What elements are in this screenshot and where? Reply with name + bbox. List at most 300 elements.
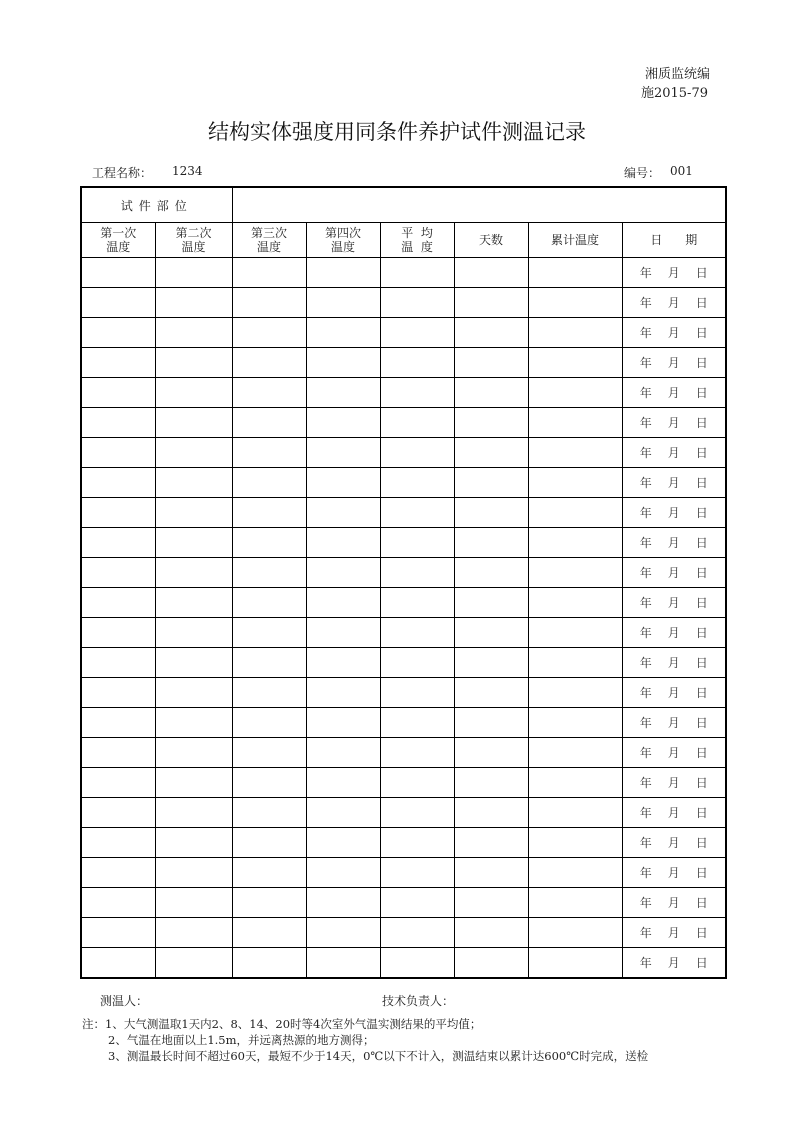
date-year-label: 年 — [639, 446, 652, 460]
data-cell[interactable] — [528, 738, 622, 768]
data-cell[interactable] — [81, 648, 155, 678]
date-cell[interactable] — [622, 528, 726, 558]
data-cell[interactable] — [380, 708, 454, 738]
date-year-label: 年 — [639, 566, 652, 580]
date-cell[interactable] — [622, 708, 726, 738]
data-cell[interactable] — [232, 708, 306, 738]
data-cell[interactable] — [81, 438, 155, 468]
data-cell[interactable] — [380, 408, 454, 438]
table-row — [81, 348, 726, 378]
technical-lead-label: 技术负责人： — [382, 994, 455, 1008]
date-cell[interactable] — [622, 288, 726, 318]
date-cell[interactable] — [622, 948, 726, 979]
data-cell[interactable] — [380, 858, 454, 888]
data-cell[interactable] — [232, 558, 306, 588]
data-cell[interactable] — [155, 798, 232, 828]
data-cell[interactable] — [232, 528, 306, 558]
data-cell[interactable] — [81, 378, 155, 408]
date-month-label: 月 — [667, 806, 680, 820]
data-cell[interactable] — [155, 528, 232, 558]
date-cell[interactable] — [622, 498, 726, 528]
data-cell[interactable] — [306, 918, 380, 948]
date-year-label: 年 — [639, 596, 652, 610]
data-cell[interactable] — [81, 708, 155, 738]
data-cell[interactable] — [454, 318, 528, 348]
date-month-label: 月 — [667, 836, 680, 850]
data-cell[interactable] — [380, 798, 454, 828]
date-day-label: 日 — [695, 776, 708, 790]
data-cell[interactable] — [528, 798, 622, 828]
date-day-label: 日 — [695, 746, 708, 760]
data-cell[interactable] — [306, 468, 380, 498]
date-cell[interactable] — [622, 318, 726, 348]
data-cell[interactable] — [306, 348, 380, 378]
data-cell[interactable] — [528, 498, 622, 528]
date-cell[interactable] — [622, 408, 726, 438]
date-year-label: 年 — [639, 956, 652, 970]
date-year-label: 年 — [639, 806, 652, 820]
table-row — [81, 438, 726, 468]
data-cell[interactable] — [81, 798, 155, 828]
data-cell[interactable] — [454, 738, 528, 768]
data-cell[interactable] — [232, 768, 306, 798]
date-year-label: 年 — [639, 266, 652, 280]
data-cell[interactable] — [454, 438, 528, 468]
table-row — [81, 618, 726, 648]
date-month-label: 月 — [667, 866, 680, 880]
date-day-label: 日 — [695, 626, 708, 640]
date-cell[interactable] — [622, 438, 726, 468]
data-cell[interactable] — [454, 648, 528, 678]
date-cell[interactable] — [622, 648, 726, 678]
date-month-label: 月 — [667, 356, 680, 370]
date-day-label: 日 — [695, 596, 708, 610]
data-cell[interactable] — [528, 708, 622, 738]
data-cell[interactable] — [232, 438, 306, 468]
data-cell[interactable] — [380, 828, 454, 858]
date-day-label: 日 — [695, 656, 708, 670]
data-cell[interactable] — [232, 408, 306, 438]
measurer-label: 测温人： — [100, 994, 149, 1008]
data-cell[interactable] — [306, 648, 380, 678]
data-cell[interactable] — [232, 798, 306, 828]
data-cell[interactable] — [155, 828, 232, 858]
data-cell[interactable] — [232, 288, 306, 318]
data-cell[interactable] — [380, 618, 454, 648]
data-cell[interactable] — [155, 708, 232, 738]
data-cell[interactable] — [306, 318, 380, 348]
date-cell[interactable] — [622, 678, 726, 708]
project-name-value: 1234 — [172, 164, 203, 178]
data-cell[interactable] — [528, 408, 622, 438]
data-cell[interactable] — [380, 468, 454, 498]
table-row — [81, 768, 726, 798]
data-cell[interactable] — [306, 888, 380, 918]
table-row — [81, 858, 726, 888]
data-cell[interactable] — [155, 618, 232, 648]
data-cell[interactable] — [454, 558, 528, 588]
column-header-8 — [622, 223, 726, 258]
data-cell[interactable] — [232, 348, 306, 378]
data-cell[interactable] — [454, 498, 528, 528]
date-cell[interactable] — [622, 348, 726, 378]
data-cell[interactable] — [454, 468, 528, 498]
data-cell[interactable] — [380, 948, 454, 979]
date-day-label: 日 — [695, 476, 708, 490]
date-cell[interactable] — [622, 258, 726, 288]
table-row — [81, 678, 726, 708]
date-month-label: 月 — [667, 746, 680, 760]
data-cell[interactable] — [528, 318, 622, 348]
date-day-label: 日 — [695, 296, 708, 310]
data-cell[interactable] — [306, 498, 380, 528]
data-cell[interactable] — [306, 558, 380, 588]
data-cell[interactable] — [454, 258, 528, 288]
data-cell[interactable] — [528, 678, 622, 708]
column-header-top: 平 均 — [401, 226, 433, 240]
data-cell[interactable] — [81, 858, 155, 888]
data-cell[interactable] — [81, 678, 155, 708]
date-cell[interactable] — [622, 378, 726, 408]
table-row — [81, 468, 726, 498]
date-year-label: 年 — [639, 506, 652, 520]
data-cell[interactable] — [232, 618, 306, 648]
data-cell[interactable] — [81, 318, 155, 348]
data-cell[interactable] — [306, 378, 380, 408]
data-cell[interactable] — [232, 498, 306, 528]
data-cell[interactable] — [454, 678, 528, 708]
data-cell[interactable] — [306, 438, 380, 468]
data-cell[interactable] — [454, 948, 528, 979]
date-day-label: 日 — [695, 926, 708, 940]
column-header-7 — [528, 223, 622, 258]
data-cell[interactable] — [232, 678, 306, 708]
note-line-3: 3、测温最长时间不超过60天，最短不少于14天，0℃以下不计入，测温结束以累计达600℃时完成，送检 — [108, 1049, 649, 1063]
data-cell[interactable] — [306, 528, 380, 558]
data-cell[interactable] — [81, 348, 155, 378]
date-day-label: 日 — [695, 536, 708, 550]
data-cell[interactable] — [528, 768, 622, 798]
data-cell[interactable] — [454, 588, 528, 618]
data-cell[interactable] — [380, 558, 454, 588]
column-header-bottom: 温 度 — [401, 240, 433, 254]
data-cell[interactable] — [380, 318, 454, 348]
data-cell[interactable] — [155, 588, 232, 618]
data-cell[interactable] — [232, 318, 306, 348]
data-cell[interactable] — [528, 588, 622, 618]
form-code-line2: 施2015-79 — [640, 86, 708, 101]
date-day-label: 日 — [695, 386, 708, 400]
data-cell[interactable] — [454, 348, 528, 378]
data-cell[interactable] — [81, 288, 155, 318]
data-cell[interactable] — [306, 588, 380, 618]
column-header-bottom: 温度 — [106, 240, 131, 254]
table-row — [81, 558, 726, 588]
data-cell[interactable] — [380, 498, 454, 528]
data-cell[interactable] — [380, 528, 454, 558]
data-cell[interactable] — [306, 408, 380, 438]
data-cell[interactable] — [155, 378, 232, 408]
date-month-label: 月 — [667, 506, 680, 520]
data-cell[interactable] — [380, 918, 454, 948]
data-cell[interactable] — [454, 918, 528, 948]
table-row — [81, 948, 726, 979]
table-row — [81, 828, 726, 858]
data-cell[interactable] — [454, 828, 528, 858]
data-cell[interactable] — [380, 288, 454, 318]
data-cell[interactable] — [380, 438, 454, 468]
column-header-bottom: 温度 — [181, 240, 206, 254]
date-cell[interactable] — [622, 918, 726, 948]
date-day-label: 日 — [695, 866, 708, 880]
data-cell[interactable] — [81, 588, 155, 618]
data-cell[interactable] — [528, 948, 622, 979]
data-cell[interactable] — [454, 288, 528, 318]
data-cell[interactable] — [454, 408, 528, 438]
data-cell[interactable] — [81, 468, 155, 498]
data-cell[interactable] — [528, 618, 622, 648]
data-cell[interactable] — [380, 888, 454, 918]
data-cell[interactable] — [380, 648, 454, 678]
date-day-label: 日 — [695, 326, 708, 340]
date-month-label: 月 — [667, 266, 680, 280]
date-month-label: 月 — [667, 896, 680, 910]
date-year-label: 年 — [639, 926, 652, 940]
data-cell[interactable] — [454, 858, 528, 888]
data-cell[interactable] — [155, 438, 232, 468]
table-row — [81, 378, 726, 408]
data-cell[interactable] — [155, 318, 232, 348]
date-day-label: 日 — [695, 356, 708, 370]
page-title: 结构实体强度用同条件养护试件测温记录 — [208, 120, 586, 144]
table-row — [81, 888, 726, 918]
data-cell[interactable] — [380, 768, 454, 798]
date-month-label: 月 — [667, 386, 680, 400]
date-month-label: 月 — [667, 596, 680, 610]
column-header-3 — [232, 223, 306, 258]
data-cell[interactable] — [306, 738, 380, 768]
specimen-part-value[interactable] — [232, 187, 726, 223]
table-row — [81, 648, 726, 678]
table-row — [81, 288, 726, 318]
date-day-label: 日 — [695, 896, 708, 910]
data-cell[interactable] — [380, 378, 454, 408]
date-cell[interactable] — [622, 738, 726, 768]
date-cell[interactable] — [622, 618, 726, 648]
table-row — [81, 738, 726, 768]
data-cell[interactable] — [155, 918, 232, 948]
form-code-line1: 湘质监统编 — [644, 67, 710, 82]
date-month-label: 月 — [667, 776, 680, 790]
data-cell[interactable] — [155, 888, 232, 918]
date-day-label: 日 — [695, 266, 708, 280]
table-row — [81, 408, 726, 438]
data-cell[interactable] — [81, 828, 155, 858]
column-header-2 — [155, 223, 232, 258]
record-number-value: 001 — [670, 164, 693, 178]
data-cell[interactable] — [155, 558, 232, 588]
date-cell[interactable] — [622, 588, 726, 618]
date-month-label: 月 — [667, 956, 680, 970]
data-cell[interactable] — [81, 948, 155, 979]
table-row — [81, 498, 726, 528]
date-cell[interactable] — [622, 888, 726, 918]
date-year-label: 年 — [639, 776, 652, 790]
data-cell[interactable] — [306, 948, 380, 979]
date-month-label: 月 — [667, 566, 680, 580]
date-month-label: 月 — [667, 296, 680, 310]
date-year-label: 年 — [639, 326, 652, 340]
data-cell[interactable] — [155, 258, 232, 288]
data-cell[interactable] — [81, 498, 155, 528]
data-cell[interactable] — [155, 948, 232, 979]
data-cell[interactable] — [454, 708, 528, 738]
data-cell[interactable] — [232, 378, 306, 408]
record-number-label: 编号： — [624, 166, 661, 180]
data-cell[interactable] — [81, 738, 155, 768]
date-cell[interactable] — [622, 468, 726, 498]
date-day-label: 日 — [695, 836, 708, 850]
data-cell[interactable] — [454, 528, 528, 558]
date-year-label: 年 — [639, 866, 652, 880]
data-cell[interactable] — [454, 378, 528, 408]
column-header-bottom: 日 期 — [650, 233, 698, 247]
data-cell[interactable] — [454, 768, 528, 798]
data-cell[interactable] — [81, 768, 155, 798]
date-day-label: 日 — [695, 566, 708, 580]
data-cell[interactable] — [454, 888, 528, 918]
project-name-label: 工程名称： — [92, 166, 153, 180]
data-cell[interactable] — [155, 678, 232, 708]
data-cell[interactable] — [380, 348, 454, 378]
data-cell[interactable] — [155, 408, 232, 438]
date-month-label: 月 — [667, 416, 680, 430]
data-cell[interactable] — [380, 678, 454, 708]
note-line-1: 注：1、大气测温取1天内2、8、14、20时等4次室外气温实测结果的平均值； — [82, 1017, 482, 1031]
data-cell[interactable] — [528, 468, 622, 498]
data-cell[interactable] — [232, 258, 306, 288]
column-header-top: 第四次 — [325, 226, 362, 240]
table-row — [81, 528, 726, 558]
data-cell[interactable] — [306, 618, 380, 648]
data-cell[interactable] — [232, 888, 306, 918]
data-cell[interactable] — [232, 918, 306, 948]
data-cell[interactable] — [81, 618, 155, 648]
date-year-label: 年 — [639, 416, 652, 430]
date-month-label: 月 — [667, 626, 680, 640]
data-cell[interactable] — [528, 918, 622, 948]
data-cell[interactable] — [306, 678, 380, 708]
data-cell[interactable] — [528, 438, 622, 468]
data-cell[interactable] — [81, 888, 155, 918]
data-cell[interactable] — [380, 258, 454, 288]
data-cell[interactable] — [528, 348, 622, 378]
data-cell[interactable] — [232, 588, 306, 618]
column-header-top: 第三次 — [251, 226, 288, 240]
date-year-label: 年 — [639, 296, 652, 310]
data-cell[interactable] — [528, 858, 622, 888]
date-year-label: 年 — [639, 656, 652, 670]
date-month-label: 月 — [667, 326, 680, 340]
data-cell[interactable] — [528, 888, 622, 918]
data-cell[interactable] — [155, 858, 232, 888]
data-cell[interactable] — [155, 348, 232, 378]
data-cell[interactable] — [155, 738, 232, 768]
data-cell[interactable] — [528, 558, 622, 588]
data-cell[interactable] — [528, 258, 622, 288]
data-cell[interactable] — [306, 768, 380, 798]
data-cell[interactable] — [306, 798, 380, 828]
data-cell[interactable] — [306, 828, 380, 858]
data-cell[interactable] — [528, 648, 622, 678]
data-cell[interactable] — [528, 288, 622, 318]
date-year-label: 年 — [639, 836, 652, 850]
data-cell[interactable] — [81, 528, 155, 558]
date-year-label: 年 — [639, 386, 652, 400]
data-cell[interactable] — [232, 738, 306, 768]
data-cell[interactable] — [454, 798, 528, 828]
column-header-6 — [454, 223, 528, 258]
data-cell[interactable] — [81, 558, 155, 588]
data-cell[interactable] — [454, 618, 528, 648]
data-cell[interactable] — [306, 858, 380, 888]
date-day-label: 日 — [695, 446, 708, 460]
data-cell[interactable] — [232, 468, 306, 498]
date-cell[interactable] — [622, 798, 726, 828]
column-header-bottom: 温度 — [257, 240, 282, 254]
column-header-1 — [81, 223, 155, 258]
data-cell[interactable] — [380, 738, 454, 768]
date-cell[interactable] — [622, 768, 726, 798]
column-header-top: 第一次 — [100, 226, 137, 240]
data-cell[interactable] — [232, 948, 306, 979]
data-cell[interactable] — [528, 828, 622, 858]
data-cell[interactable] — [155, 498, 232, 528]
note-line-2: 2、气温在地面以上1.5m，并远离热源的地方测得； — [108, 1033, 375, 1047]
temperature-record-table — [80, 186, 727, 979]
data-cell[interactable] — [155, 648, 232, 678]
table-row — [81, 318, 726, 348]
table-row — [81, 258, 726, 288]
data-cell[interactable] — [155, 288, 232, 318]
data-cell[interactable] — [380, 588, 454, 618]
data-cell[interactable] — [306, 708, 380, 738]
data-cell[interactable] — [306, 288, 380, 318]
data-cell[interactable] — [81, 258, 155, 288]
data-cell[interactable] — [155, 768, 232, 798]
date-year-label: 年 — [639, 626, 652, 640]
data-cell[interactable] — [81, 408, 155, 438]
date-year-label: 年 — [639, 686, 652, 700]
date-month-label: 月 — [667, 686, 680, 700]
date-cell[interactable] — [622, 558, 726, 588]
table-row — [81, 708, 726, 738]
data-cell[interactable] — [155, 468, 232, 498]
data-cell[interactable] — [232, 828, 306, 858]
data-cell[interactable] — [528, 378, 622, 408]
date-month-label: 月 — [667, 536, 680, 550]
table-row — [81, 918, 726, 948]
data-cell[interactable] — [232, 648, 306, 678]
data-cell[interactable] — [81, 918, 155, 948]
data-cell[interactable] — [232, 858, 306, 888]
data-cell[interactable] — [306, 258, 380, 288]
data-cell[interactable] — [528, 528, 622, 558]
date-cell[interactable] — [622, 828, 726, 858]
table-row — [81, 588, 726, 618]
date-month-label: 月 — [667, 446, 680, 460]
date-cell[interactable] — [622, 858, 726, 888]
